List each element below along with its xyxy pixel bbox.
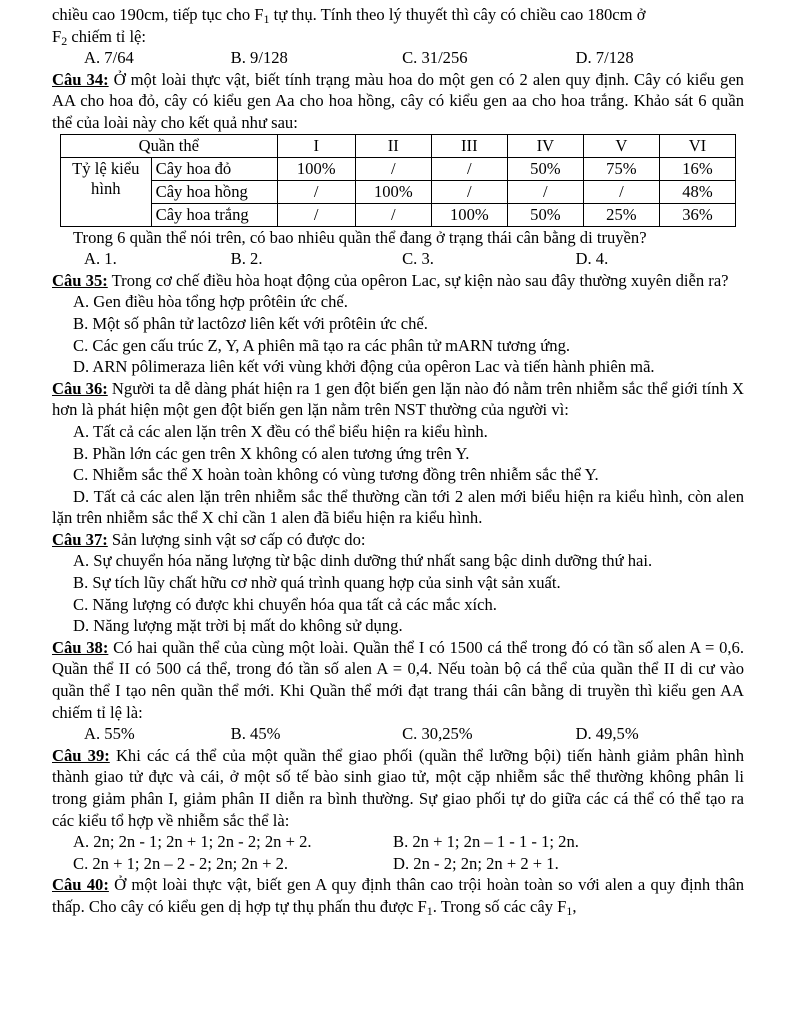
option-a: A. 2n; 2n - 1; 2n + 1; 2n - 2; 2n + 2. — [73, 832, 312, 852]
option-b: B. Một số phân tử lactôzơ liên kết với prôtêin ức chế. — [73, 313, 428, 333]
option-c: C. 2n + 1; 2n – 2 - 2; 2n; 2n + 2. — [73, 853, 289, 873]
table-cell: 48% — [659, 180, 735, 203]
option-d: D. 7/128 — [575, 48, 634, 68]
table-cell: 25% — [583, 203, 659, 226]
table-cell: 50% — [507, 203, 583, 226]
option-d: D. Năng lượng mặt trời bị mất do không sử dụng. — [73, 616, 403, 636]
option-a: A. 7/64 — [84, 48, 134, 68]
question-34: Câu 34: Ở một loài thực vật, biết tính trạng màu hoa do một gen có 2 alen quy định. Cây có kiểu gen AA cho hoa đỏ, cây có kiểu gen Aa cho hoa hồng, cây có kiểu gen aa cho hoa trắng. Khảo sát 6 quần thể của loài này cho kết quả như sau: — [52, 69, 744, 132]
question-38: Câu 38: Có hai quần thể của cùng một loài. Quần thể I có 1500 cá thể trong đó có tần số alen A = 0,6. Quần thể II có 500 cá thể, trong đó tần số alen A = 0,4. Nếu toàn bộ cá thể của quần thể II di cư vào quần thể I tạo nên quần thể mới. Khi Quần thể mới đạt trang thái cân bằng di truyền thì kiểu gen AA chiếm tỉ lệ là: — [52, 637, 744, 722]
table-cell: 50% — [507, 157, 583, 180]
question-label: Câu 36: — [52, 378, 108, 398]
intro-text: chiều cao 190cm, tiếp tục cho $F_1$ tự thụ. Tính theo lý thuyết thì cây có chiều cao 180cm ở — [52, 5, 646, 26]
table-cell: / — [431, 180, 507, 203]
q34-options — [52, 248, 744, 270]
table-cell: 16% — [659, 157, 735, 180]
q39-options-row2 — [52, 853, 744, 875]
table-row — [61, 180, 736, 203]
table-cell: / — [431, 157, 507, 180]
question-label: Câu 40: — [52, 875, 109, 895]
option-c: C. 30,25% — [402, 724, 473, 744]
table-cell: / — [583, 180, 659, 203]
table-cell: / — [277, 180, 355, 203]
option-b: B. Phần lớn các gen trên X không có alen tương ứng trên Y. — [73, 443, 470, 463]
option-c: C. Năng lượng có được khi chuyển hóa qua tất cả các mắc xích. — [73, 594, 497, 614]
intro-options — [52, 47, 744, 69]
question-label: Câu 34: — [52, 69, 109, 89]
q38-options — [52, 723, 744, 745]
question-label: Câu 35: — [52, 270, 108, 290]
table-cell: 100% — [355, 180, 431, 203]
table-cell: 36% — [659, 203, 735, 226]
option-a: A. 55% — [84, 724, 135, 744]
q39-options-row1 — [52, 831, 744, 853]
option-b: B. 2. — [230, 249, 263, 269]
table-header: V — [583, 134, 659, 157]
table-cell: / — [507, 180, 583, 203]
option-b: B. Sự tích lũy chất hữu cơ nhờ quá trình quang hợp của sinh vật sản xuất. — [73, 573, 561, 593]
option-a: A. 1. — [84, 249, 117, 269]
option-c: C. Các gen cấu trúc Z, Y, A phiên mã tạo ra các phân tử mARN tương ứng. — [73, 335, 571, 355]
intro-text-2: $F_2$ chiếm tỉ lệ: — [52, 26, 147, 48]
option-d: D. Tất cả các alen lặn trên nhiễm sắc thể thường cần tới 2 alen mới biểu hiện ra kiểu hình, còn alen lặn trên nhiễm sắc thể X chỉ cần 1 alen đã biểu hiện ra kiểu hình. — [52, 486, 744, 528]
option-d: D. 49,5% — [575, 724, 639, 744]
question-34-prompt: Trong 6 quần thể nói trên, có bao nhiêu quần thể đang ở trạng thái cân bằng di truyền? — [73, 227, 647, 247]
table-cell-label: Cây hoa trắng — [151, 203, 277, 226]
question-label: Câu 39: — [52, 745, 110, 765]
table-row — [61, 157, 736, 180]
question-label: Câu 38: — [52, 637, 109, 657]
option-d: D. 2n - 2; 2n; 2n + 2 + 1. — [393, 853, 559, 873]
question-36: Câu 36: Người ta dễ dàng phát hiện ra 1 gen đột biến gen lặn nào đó nằm trên nhiễm sắc thể giới tính X hơn là phát hiện một gen đột biến gen lặn nằm trên NST thường của người vì: — [52, 378, 744, 420]
table-cell-label: Cây hoa đỏ — [151, 157, 277, 180]
question-35: Câu 35: Trong cơ chế điều hòa hoạt động của opêron Lac, sự kiện nào sau đây thường xuyên diễn ra? — [52, 270, 729, 290]
option-b: B. 9/128 — [230, 48, 288, 68]
option-b: B. 45% — [230, 724, 281, 744]
table-cell: / — [355, 157, 431, 180]
document-page — [52, 4, 744, 918]
table-header-row — [61, 134, 736, 157]
row-header: Tỷ lệ kiểu hình — [61, 157, 152, 226]
table-cell: / — [277, 203, 355, 226]
table-cell: 75% — [583, 157, 659, 180]
table-header: IV — [507, 134, 583, 157]
question-37: Câu 37: Sản lượng sinh vật sơ cấp có được do: — [52, 529, 366, 549]
option-d: D. 4. — [575, 249, 609, 269]
option-c: C. 31/256 — [402, 48, 468, 68]
option-a: A. Tất cả các alen lặn trên X đều có thể biểu hiện ra kiểu hình. — [73, 421, 488, 441]
table-cell: / — [355, 203, 431, 226]
question-40: Câu 40: Ở một loài thực vật, biết gen A quy định thân cao trội hoàn toàn so với alen a quy định thân thấp. Cho cây có kiểu gen dị hợp tự thụ phấn thu được $F_1$. Trong số các cây $F_1$, — [52, 875, 744, 918]
population-table — [60, 134, 736, 227]
table-cell: 100% — [277, 157, 355, 180]
table-header: I — [277, 134, 355, 157]
option-a: A. Gen điều hòa tổng hợp prôtêin ức chế. — [73, 292, 348, 312]
table-cell-label: Cây hoa hồng — [151, 180, 277, 203]
table-header: Quần thể — [61, 134, 278, 157]
option-d: D. ARN pôlimeraza liên kết với vùng khởi động của opêron Lac và tiến hành phiên mã. — [73, 357, 655, 377]
table-header: VI — [659, 134, 735, 157]
table-header: II — [355, 134, 431, 157]
table-row — [61, 203, 736, 226]
option-a: A. Sự chuyển hóa năng lượng từ bậc dinh dưỡng thứ nhất sang bậc dinh dưỡng thứ hai. — [73, 551, 653, 571]
question-label: Câu 37: — [52, 529, 108, 549]
table-cell: 100% — [431, 203, 507, 226]
table-header: III — [431, 134, 507, 157]
option-c: C. 3. — [402, 249, 434, 269]
option-c: C. Nhiễm sắc thể X hoàn toàn không có vùng tương đồng trên nhiễm sắc thể Y. — [73, 465, 599, 485]
question-39: Câu 39: Khi các cá thể của một quần thể giao phối (quần thể lưỡng bội) tiến hành giảm phân hình thành giao tử đực và cái, ở một số tế bào sinh giao tử, một cặp nhiễm sắc thể thường không phân li trong giảm phân I, giảm phân II diễn ra bình thường. Sự giao phối tự do giữa các cá thể có thể tạo ra các kiểu tổ hợp về nhiễm sắc thể là: — [52, 745, 744, 830]
option-b: B. 2n + 1; 2n – 1 - 1 - 1; 2n. — [393, 832, 579, 852]
